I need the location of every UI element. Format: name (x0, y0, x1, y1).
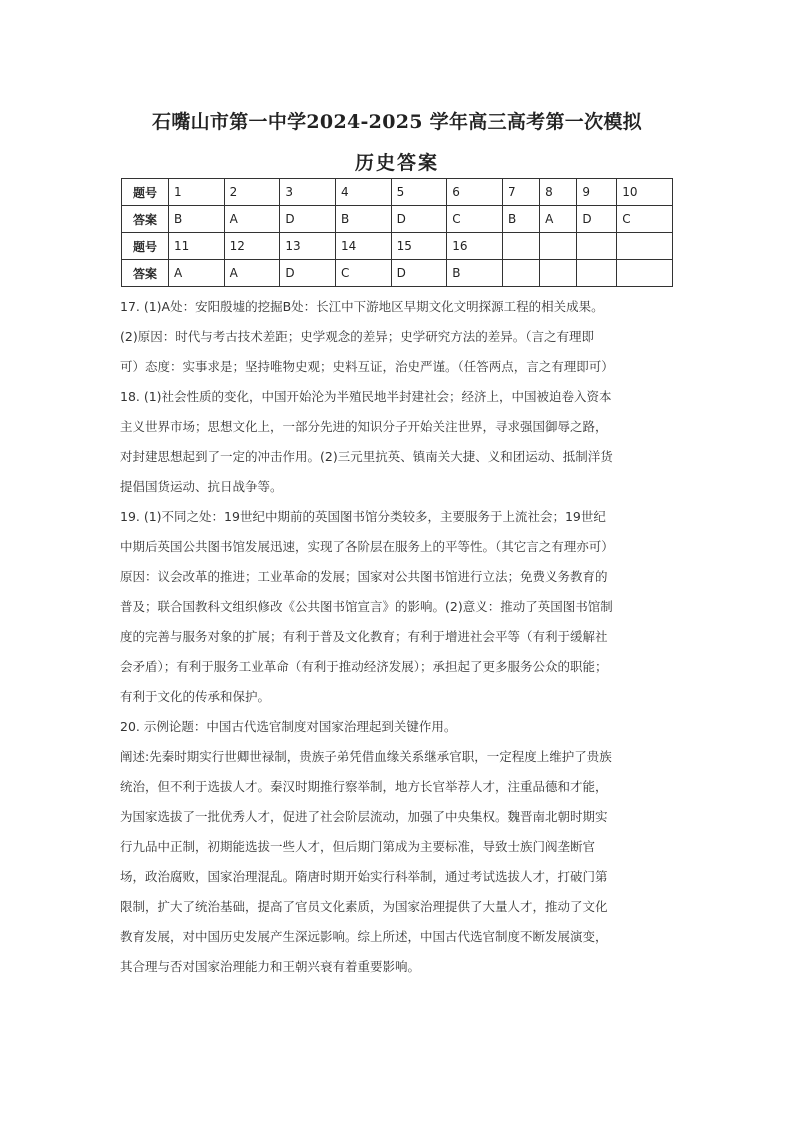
table-cell: A (540, 206, 577, 233)
table-cell: 4 (335, 179, 391, 206)
table-cell: 16 (447, 233, 503, 260)
table-cell: A (224, 206, 280, 233)
text-line: 17. (1)A处：安阳殷墟的挖掘B处：长江中下游地区早期文化文明探源工程的相关成果。 (120, 299, 604, 314)
table-cell (502, 233, 539, 260)
row-header-cell: 题号 (122, 179, 169, 206)
text-line: 中期后英国公共图书馆发展迅速，实现了各阶层在服务上的平等性。（其它言之有理亦可） (120, 539, 614, 554)
text-line: 会矛盾）；有利于服务工业革命（有利于推动经济发展）；承担起了更多服务公众的职能； (120, 659, 608, 674)
table-cell: D (280, 206, 336, 233)
table-cell: 14 (335, 233, 391, 260)
answer-table (121, 178, 673, 287)
table-row (122, 260, 673, 287)
table-row (122, 233, 673, 260)
table-cell (502, 260, 539, 287)
text-line: 19. (1)不同之处：19世纪中期前的英国图书馆分类较多，主要服务于上流社会；19世纪 (120, 509, 606, 524)
text-line: 有利于文化的传承和保护。 (120, 689, 271, 704)
table-cell: B (502, 206, 539, 233)
table-cell: 10 (617, 179, 673, 206)
text-line: 阐述:先秦时期实行世卿世禄制，贵族子弟凭借血缘关系继承官职，一定程度上维护了贵族 (120, 749, 612, 764)
text-line: (2)原因：时代与考古技术差距；史学观念的差异；史学研究方法的差异。（言之有理即 (120, 329, 594, 344)
table-cell (540, 260, 577, 287)
page-title: 石嘴山市第一中学2024-2025 学年高三高考第一次模拟 (152, 111, 642, 133)
table-row (122, 206, 673, 233)
text-line: 限制，扩大了统治基础，提高了官员文化素质，为国家治理提供了大量人才，推动了文化 (120, 899, 608, 914)
text-line: 原因：议会改革的推进；工业革命的发展；国家对公共图书馆进行立法；免费义务教育的 (120, 569, 608, 584)
table-cell: C (617, 206, 673, 233)
table-cell: A (224, 260, 280, 287)
table-cell (540, 233, 577, 260)
table-cell: 9 (577, 179, 617, 206)
table-cell: 8 (540, 179, 577, 206)
table-cell: 7 (502, 179, 539, 206)
text-line: 统治，但不利于选拔人才。秦汉时期推行察举制，地方长官举荐人才，注重品德和才能， (120, 779, 608, 794)
text-line: 其合理与否对国家治理能力和王朝兴衰有着重要影响。 (120, 959, 421, 974)
table-cell: D (577, 206, 617, 233)
table-cell: D (391, 206, 447, 233)
table-cell: 11 (169, 233, 225, 260)
row-header-cell: 答案 (122, 206, 169, 233)
table-cell: 15 (391, 233, 447, 260)
table-cell: 6 (447, 179, 503, 206)
table-cell (617, 260, 673, 287)
text-line: 18. (1)社会性质的变化，中国开始沦为半殖民地半封建社会；经济上，中国被迫卷入资本 (120, 389, 612, 404)
text-line: 对封建思想起到了一定的冲击作用。(2)三元里抗英、镇南关大捷、义和团运动、抵制洋货 (120, 449, 613, 464)
text-line: 场，政治腐败，国家治理混乱。隋唐时期开始实行科举制，通过考试选拔人才，打破门第 (120, 869, 608, 884)
page-subtitle: 历史答案 (354, 152, 439, 174)
text-line: 度的完善与服务对象的扩展；有利于普及文化教育；有利于增进社会平等（有利于缓解社 (120, 629, 608, 644)
text-line: 20. 示例论题：中国古代选官制度对国家治理起到关键作用。 (120, 719, 457, 734)
answer-text (120, 292, 680, 982)
table-cell: 5 (391, 179, 447, 206)
table-cell: D (280, 260, 336, 287)
text-line: 可）态度：实事求是；坚持唯物史观；史料互证，治史严谨。（任答两点，言之有理即可） (120, 359, 614, 374)
text-line: 普及；联合国教科文组织修改《公共图书馆宣言》的影响。(2)意义：推动了英国图书馆制 (120, 599, 613, 614)
text-line: 主义世界市场；思想文化上，一部分先进的知识分子开始关注世界，寻求强国御辱之路， (120, 419, 608, 434)
table-cell: B (335, 206, 391, 233)
table-cell (577, 233, 617, 260)
table-cell: A (169, 260, 225, 287)
table-cell: C (335, 260, 391, 287)
row-header-cell: 答案 (122, 260, 169, 287)
table-cell: B (447, 260, 503, 287)
table-cell: 2 (224, 179, 280, 206)
table-cell: B (169, 206, 225, 233)
table-cell: 1 (169, 179, 225, 206)
table-cell: 12 (224, 233, 280, 260)
text-line: 为国家选拔了一批优秀人才，促进了社会阶层流动，加强了中央集权。魏晋南北朝时期实 (120, 809, 608, 824)
table-cell (617, 233, 673, 260)
table-cell (577, 260, 617, 287)
table-cell: 13 (280, 233, 336, 260)
table-cell: 3 (280, 179, 336, 206)
table-cell: C (447, 206, 503, 233)
table-row (122, 179, 673, 206)
text-line: 提倡国货运动、抗日战争等。 (120, 479, 283, 494)
row-header-cell: 题号 (122, 233, 169, 260)
text-line: 行九品中正制，初期能选拔一些人才，但后期门第成为主要标准，导致士族门阀垄断官 (120, 839, 596, 854)
text-line: 教育发展，对中国历史发展产生深远影响。综上所述，中国古代选官制度不断发展演变， (120, 929, 608, 944)
table-cell: D (391, 260, 447, 287)
